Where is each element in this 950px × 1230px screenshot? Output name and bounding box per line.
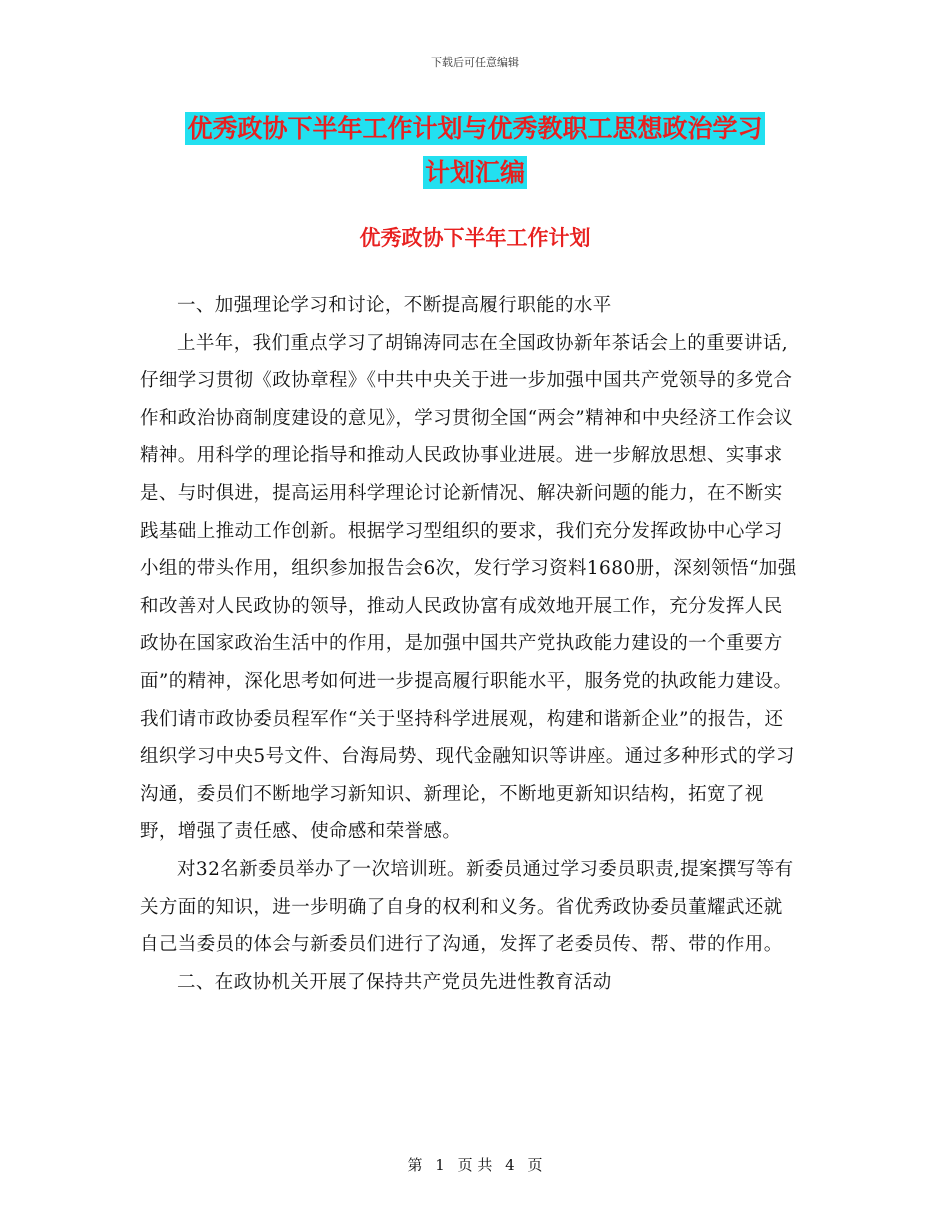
footer-page-number: 1: [435, 1156, 445, 1174]
section-title: 优秀政协下半年工作计划: [359, 225, 591, 250]
footer-suffix: 页: [527, 1156, 543, 1174]
header-note: 下载后可任意编辑: [431, 56, 519, 69]
body-paragraph-2: 对32名新委员举办了一次培训班。新委员通过学习委员职责,提案撰写等有关方面的知识，进一步明确了自身的权利和义务。省优秀政协委员董耀武还就自己当委员的体会与新委员们进行了沟通，发挥了老委员传、帮、带的作用。: [140, 858, 794, 956]
footer-prefix: 第: [407, 1156, 423, 1174]
heading-paragraph-2: 二、在政协机关开展了保持共产党员先进性教育活动: [177, 971, 612, 993]
page-footer: [0, 1154, 950, 1175]
footer-total-pages: 4: [505, 1156, 515, 1174]
document-title-text-2: 计划汇编: [424, 158, 525, 187]
document-title-line-2: [0, 158, 950, 188]
body-paragraph-1: 上半年，我们重点学习了胡锦涛同志在全国政协新年茶话会上的重要讲话,仔细学习贯彻《政协章程》《中共中央关于进一步加强中国共产党领导的多党合作和政治协商制度建设的意见》，学习贯彻全国“两会”精神和中央经济工作会议精神。用科学的理论指导和推动人民政协事业进展。进一步解放思想、实事求是、与时俱进，提高运用科学理论讨论新情况、解决新问题的能力，在不断实践基础上推动工作创新。根据学习型组织的要求，我们充分发挥政协中心学习小组的带头作用，组织参加报告会6次，发行学习资料1680册，深刻领悟“加强和改善对人民政协的领导，推动人民政协富有成效地开展工作，充分发挥人民政协在国家政治生活中的作用，是加强中国共产党执政能力建设的一个重要方面”的精神，深化思考如何进一步提高履行职能水平，服务党的执政能力建设。我们请市政协委员程军作“关于坚持科学进展观，构建和谐新企业”的报告，还组织学习中央5号文件、台海局势、现代金融知识等讲座。通过多种形式的学习沟通，委员们不断地学习新知识、新理论，不断地更新知识结构，拓宽了视野，增强了责任感、使命感和荣誉感。: [140, 332, 797, 843]
document-body: [140, 287, 800, 1001]
document-title-text-1: 优秀政协下半年工作计划与优秀教职工思想政治学习: [187, 114, 763, 143]
footer-mid: 页 共: [457, 1156, 493, 1174]
document-title-line-1: [0, 114, 950, 144]
heading-paragraph-1: 一、加强理论学习和讨论，不断提高履行职能的水平: [177, 295, 612, 316]
